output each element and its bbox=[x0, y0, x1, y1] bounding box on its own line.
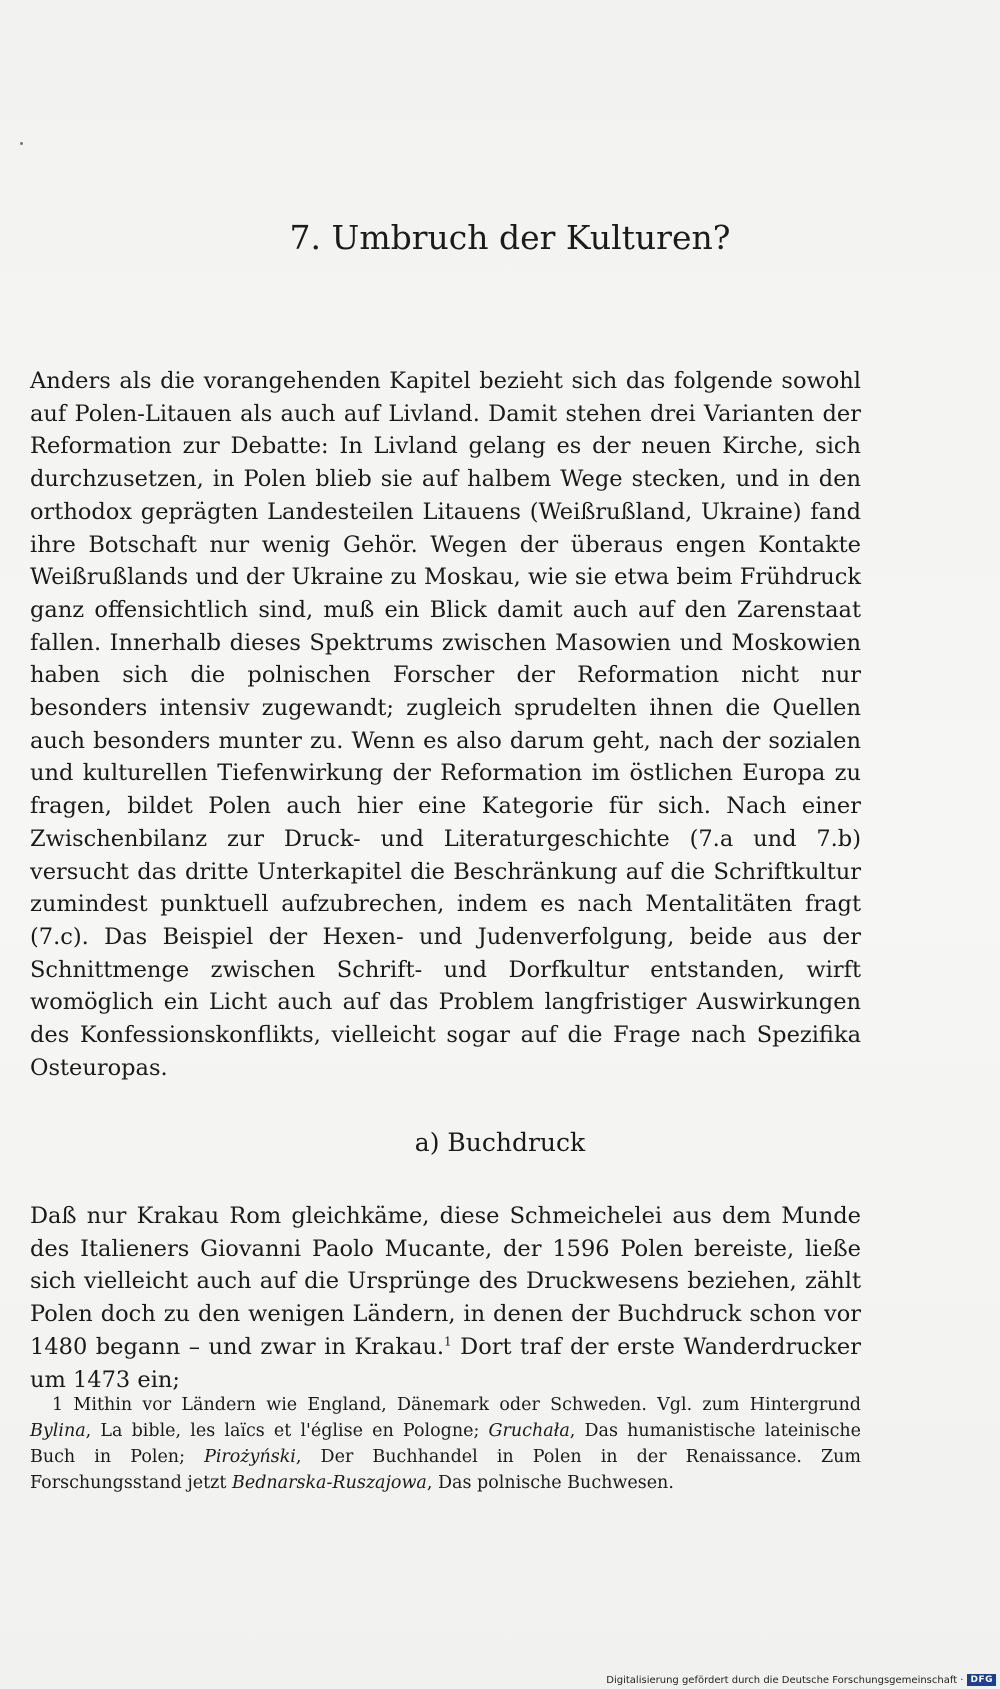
footnote-text-3: , Das humanistische lateinische Buch in Polen; bbox=[30, 1421, 861, 1467]
dfg-logo: DFG bbox=[967, 1674, 996, 1686]
digitization-credit bbox=[606, 1674, 996, 1686]
chapter-title: 7. Umbruch der Kulturen? bbox=[289, 218, 731, 257]
footnote-author-4: Bednarska-Ruszajowa bbox=[231, 1473, 427, 1493]
footnote-text-2: , La bible, les laïcs et l'église en Pologne; bbox=[85, 1421, 489, 1441]
scan-speck bbox=[20, 142, 23, 145]
section-paragraph-end: Dort traf der erste Wanderdrucker um 1473 ein; bbox=[30, 1333, 861, 1393]
section-paragraph-text: Daß nur Krakau Rom gleichkäme, diese Schmeichelei aus dem Munde des Italieners Giovanni Paolo Mucante, der 1596 Polen bereiste, ließe sich vielleicht auch auf die Ursprünge des Druckwesens beziehen, zählt Polen doch zu den wenigen Ländern, in denen der Buchdruck schon vor 1480 begann – und zwar in Krakau. bbox=[30, 1203, 861, 1360]
footnote-text-4: , Der Buchhandel in Polen in der Renaissance. Zum Forschungsstand jetzt bbox=[30, 1447, 861, 1493]
footnote-text-5: , Das polnische Buchwesen. bbox=[426, 1473, 674, 1493]
footnote-number: 1 bbox=[52, 1395, 64, 1415]
intro-paragraph: Anders als die vorangehenden Kapitel bezieht sich das folgende sowohl auf Polen-Litauen als auch auf Livland. Damit stehen drei Varianten der Reformation zur Debatte: In Livland gelang es der neuen Kirche, sich durchzusetzen, in Polen blieb sie auf halbem Wege stecken, und in den orthodox geprägten Landesteilen Litauens (Weißrußland, Ukraine) fand ihre Botschaft nur wenig Gehör. Wegen der überaus engen Kontakte Weißrußlands und der Ukraine zu Moskau, wie sie etwa beim Frühdruck ganz offensichtlich sind, muß ein Blick damit auch auf den Zarenstaat fallen. Innerhalb dieses Spektrums zwischen Masowien und Moskowien haben sich die polnischen Forscher der Reformation nicht nur besonders intensiv zugewandt; zugleich sprudelten ihnen die Quellen auch besonders munter zu. Wenn es also darum geht, nach der sozialen und kulturellen Tiefenwirkung der Reformation im östlichen Europa zu fragen, bildet Polen auch hier eine Kategorie für sich. Nach einer Zwischenbilanz zur Druck- und Literaturgeschichte (7.a und 7.b) versucht das dritte Unterkapitel die Beschränkung auf die Schriftkultur zumindest punktuell aufzubrechen, indem es nach Mentalitäten fragt (7.c). Das Beispiel der Hexen- und Judenverfolgung, beide aus der Schnittmenge zwischen Schrift- und Dorfkultur entstanden, wirft womöglich ein Licht auch auf das Problem langfristiger Auswirkungen des Konfessionskonflikts, vielleicht sogar auf die Frage nach Spezifika Osteuropas. bbox=[30, 368, 861, 1081]
footnote-text-1: Mithin vor Ländern wie England, Dänemark oder Schweden. Vgl. zum Hintergrund bbox=[73, 1395, 861, 1415]
footnote-author-1: Bylina bbox=[30, 1421, 86, 1441]
credit-text: Digitalisierung gefördert durch die Deutsche Forschungsgemeinschaft · bbox=[606, 1674, 964, 1686]
section-title: a) Buchdruck bbox=[414, 1128, 586, 1157]
footnote bbox=[30, 1392, 861, 1496]
footnote-marker: 1 bbox=[444, 1334, 452, 1349]
footnote-author-3: Pirożyński bbox=[204, 1447, 296, 1467]
section-paragraph bbox=[30, 1200, 861, 1396]
footnote-author-2: Gruchała bbox=[488, 1421, 570, 1441]
